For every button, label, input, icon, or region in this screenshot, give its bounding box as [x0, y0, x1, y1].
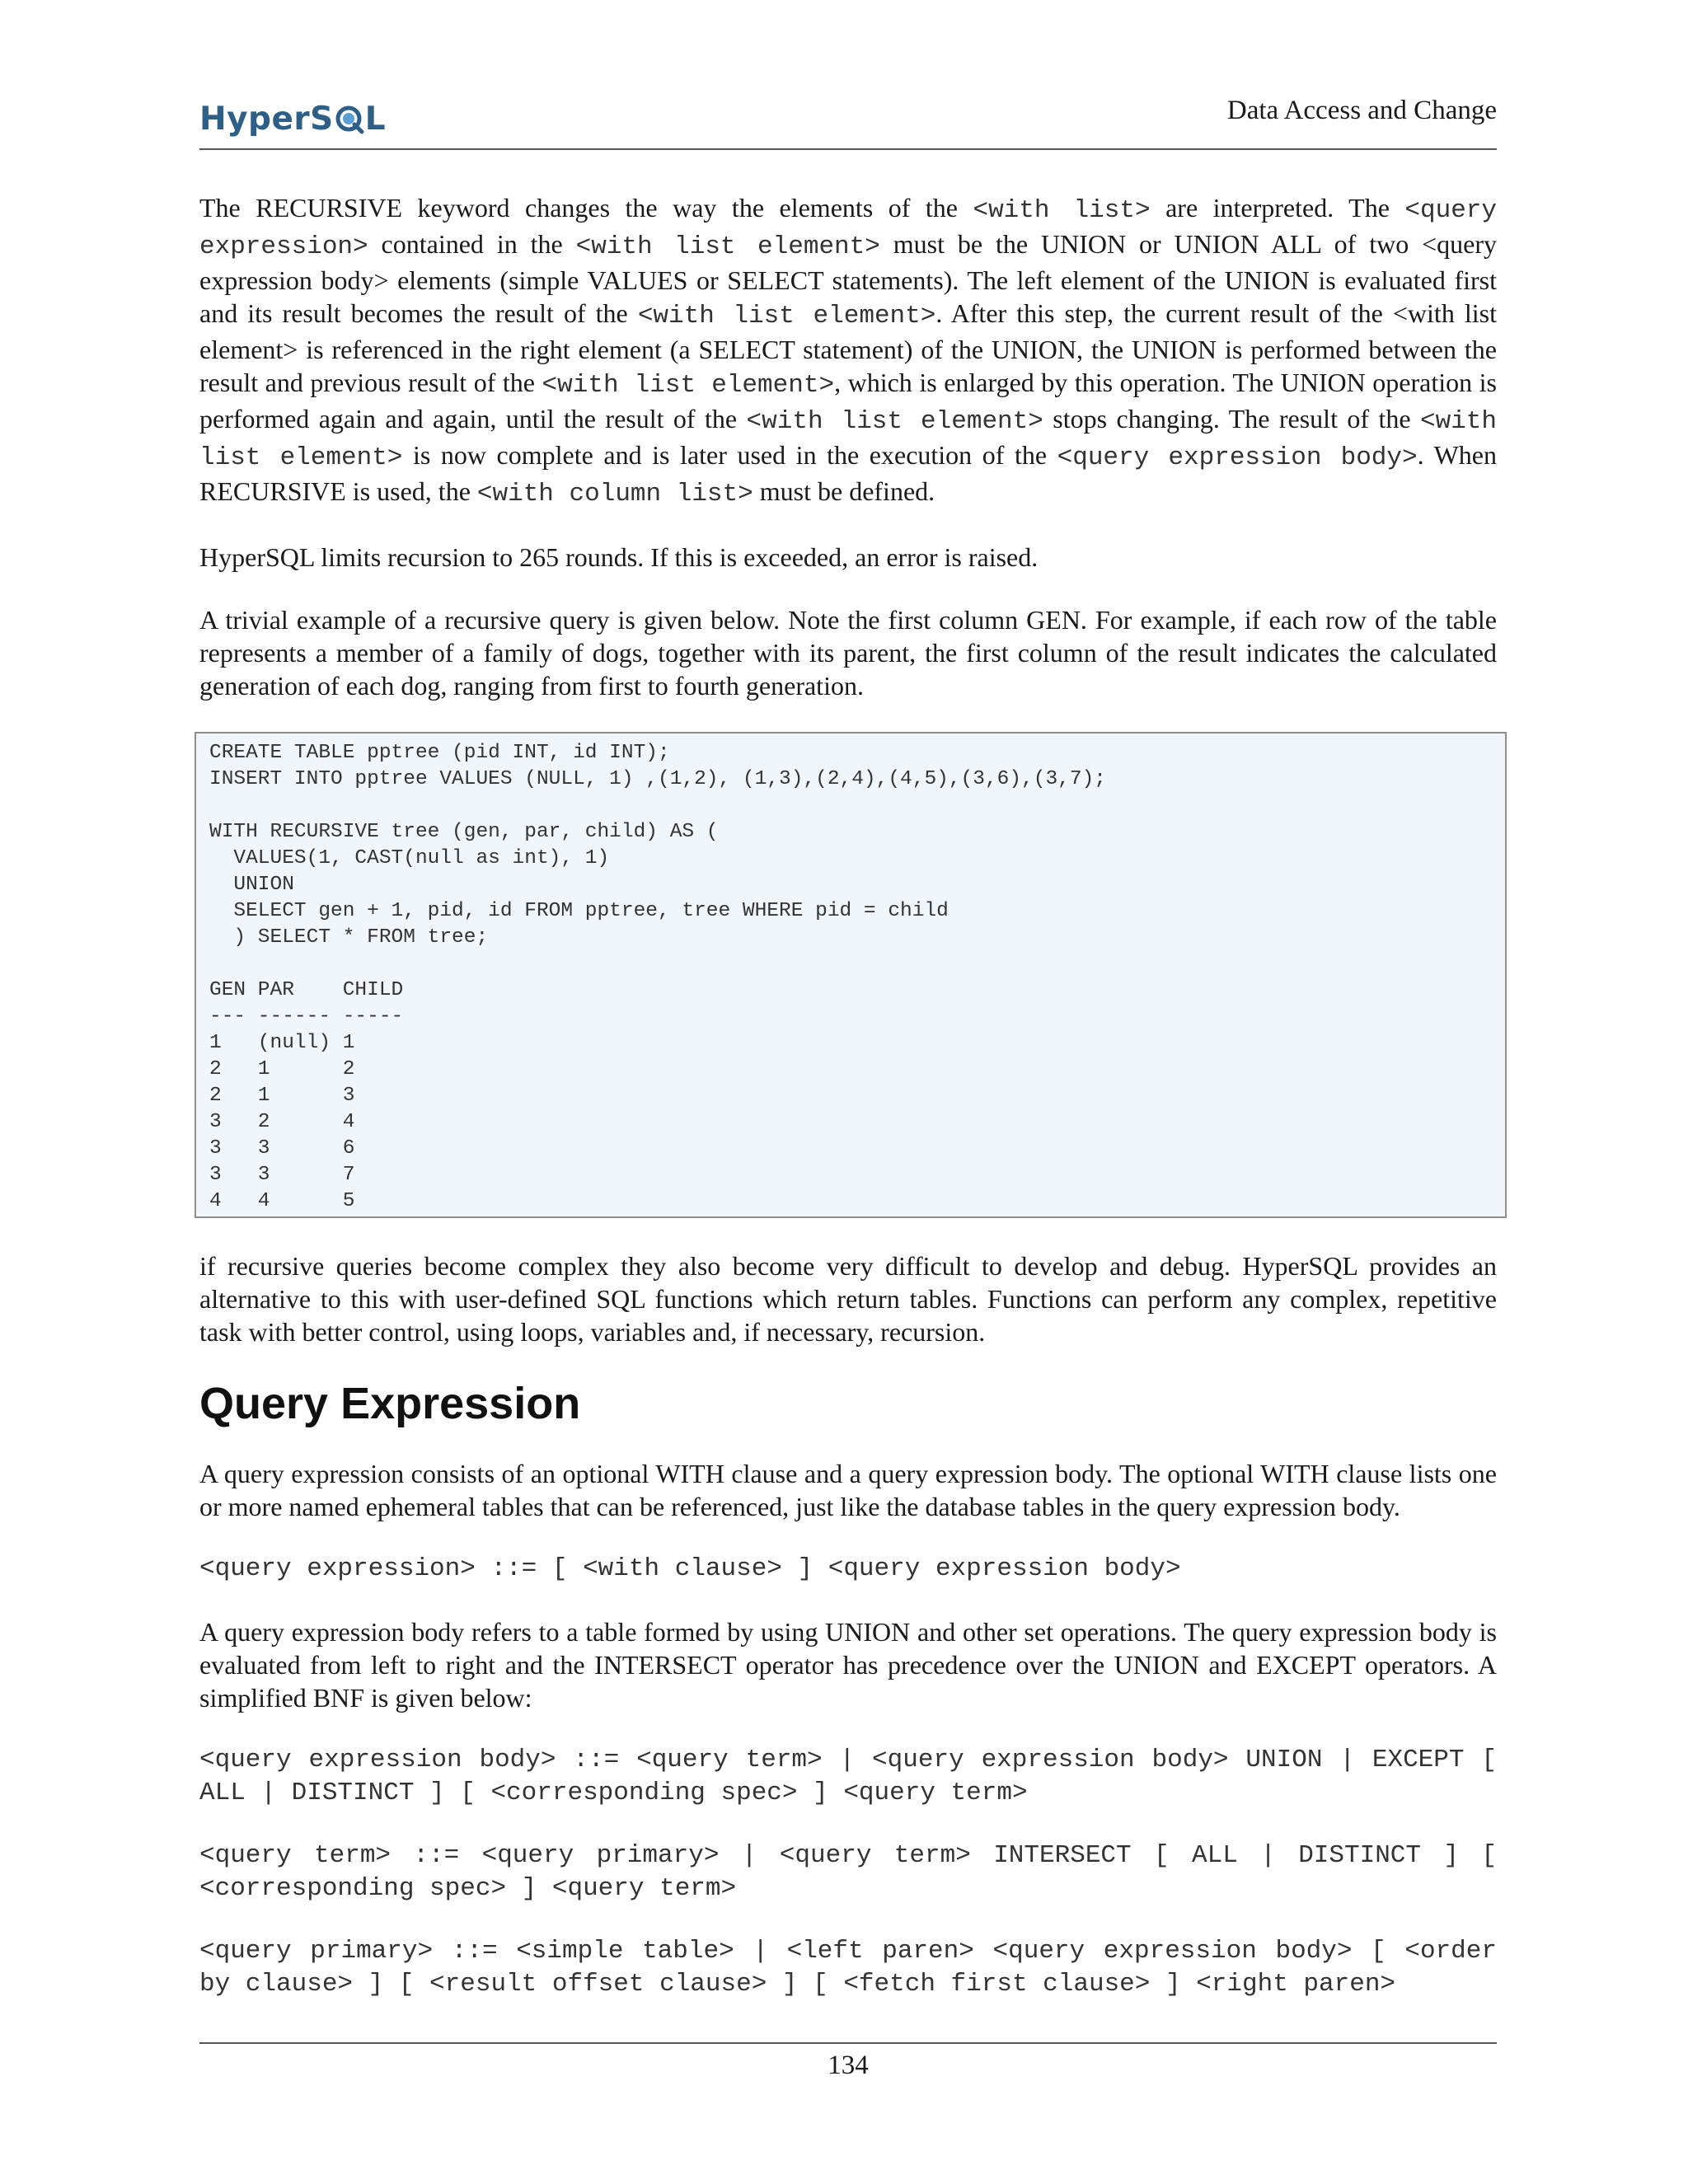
- inline-code: <with list>: [973, 196, 1151, 225]
- paragraph-text: . When RECURSIVE is used, the: [199, 440, 1498, 506]
- main-content: [199, 191, 1497, 2031]
- bnf-query-expression-body: <query expression body> ::= <query term> | <query expression body> UNION | EXCEPT [ ALL | DISTINCT ] [ <corresponding spec> ] <query term>: [199, 1746, 1497, 1807]
- inline-code: <with list element>: [542, 371, 835, 400]
- recursive-keyword-paragraph: [199, 191, 1497, 511]
- logo-text-prefix: HyperS: [199, 101, 334, 138]
- hypersql-logo: [199, 101, 386, 138]
- section-title: Query Expression: [199, 1379, 581, 1428]
- paragraph-text: are interpreted. The: [1150, 193, 1405, 223]
- page-header: [199, 91, 1497, 150]
- logo-q-icon: [335, 105, 364, 134]
- paragraph-text: is now complete and is later used in the execution of the: [402, 440, 1057, 470]
- paragraph-text: , which is enlarged by this operation. The UNION operation is performed again and again, until the result of the: [199, 368, 1498, 434]
- paragraph-text: must be the UNION or UNION ALL of two <query expression body> elements (simple VALUES or SELECT statements). The left element of the UNION is evaluated first and its result becomes the result of the: [199, 229, 1498, 328]
- inline-code: <with list element>: [575, 232, 880, 261]
- page-number: 134: [828, 2050, 869, 2080]
- bnf-query-term: <query term> ::= <query primary> | <query term> INTERSECT [ ALL | DISTINCT ] [ <corresponding spec> ] <query term>: [199, 1841, 1497, 1903]
- recursive-complexity-paragraph: if recursive queries become complex they also become very difficult to develop and debug. HyperSQL provides an alternative to this with user-defined SQL functions which return tables. Functions can perform any complex, repetitive task with better control, using loops, variables and, if necessary, recursion.: [199, 1251, 1497, 1347]
- inline-code: <with list element>: [746, 407, 1043, 436]
- recursive-example-intro: A trivial example of a recursive query is given below. Note the first column GEN. For example, if each row of the table represents a member of a family of dogs, together with its parent, the first column of the result indicates the calculated generation of each dog, ranging from first to fourth generation.: [199, 605, 1497, 701]
- paragraph-text: The RECURSIVE keyword changes the way the elements of the: [199, 193, 973, 223]
- recursion-limit-paragraph: HyperSQL limits recursion to 265 rounds. If this is exceeded, an error is raised.: [199, 542, 1039, 572]
- inline-code: <query expression>: [199, 196, 1498, 261]
- query-expression-intro: A query expression consists of an optional WITH clause and a query expression body. The optional WITH clause lists one or more named ephemeral tables that can be referenced, just like the database tables in the query expression body.: [199, 1459, 1497, 1521]
- paragraph-text: must be defined.: [753, 476, 935, 506]
- inline-code: <with column list>: [476, 480, 753, 509]
- chapter-title: Data Access and Change: [1226, 96, 1497, 125]
- bnf-query-expression: <query expression> ::= [ <with clause> ] <query expression body>: [199, 1554, 1181, 1583]
- paragraph-text: contained in the: [368, 229, 576, 259]
- page-footer: [199, 2042, 1497, 2081]
- inline-code: <with list element>: [637, 302, 936, 330]
- logo-text-suffix: L: [364, 101, 387, 138]
- code-example-block: CREATE TABLE pptree (pid INT, id INT); INSERT INTO pptree VALUES (NULL, 1) ,(1,2), (1,3),(2,4),(4,5),(3,6),(3,7); WITH RECURSIVE tree (gen, par, child) AS ( VALUES(1, CAST(null as int), 1) UNION SELECT gen + 1, pid, id FROM pptree, tree WHERE pid = child ) SELECT * FROM tree; GEN PAR CHILD --- ------ ----- 1 (null) 1 2 1 2 2 1 3 3 2 4 3 3 6 3 3 7 4 4 5: [195, 732, 1507, 1218]
- inline-code: <query expression body>: [1057, 443, 1418, 472]
- query-expression-body-paragraph: A query expression body refers to a table formed by using UNION and other set operations. The query expression body is evaluated from left to right and the INTERSECT operator has precedence over the UNION and EXCEPT operators. A simplified BNF is given below:: [199, 1617, 1497, 1713]
- inline-code: <with list element>: [199, 407, 1498, 472]
- bnf-query-primary: <query primary> ::= <simple table> | <left paren> <query expression body> [ <order by clause> ] [ <result offset clause> ] [ <fetch first clause> ] <right paren>: [199, 1937, 1497, 1999]
- paragraph-text: . After this step, the current result of the <with list element> is referenced in the right element (a SELECT statement) of the UNION, the UNION is performed between the result and previous result of the: [199, 298, 1498, 397]
- paragraph-text: stops changing. The result of the: [1043, 404, 1420, 434]
